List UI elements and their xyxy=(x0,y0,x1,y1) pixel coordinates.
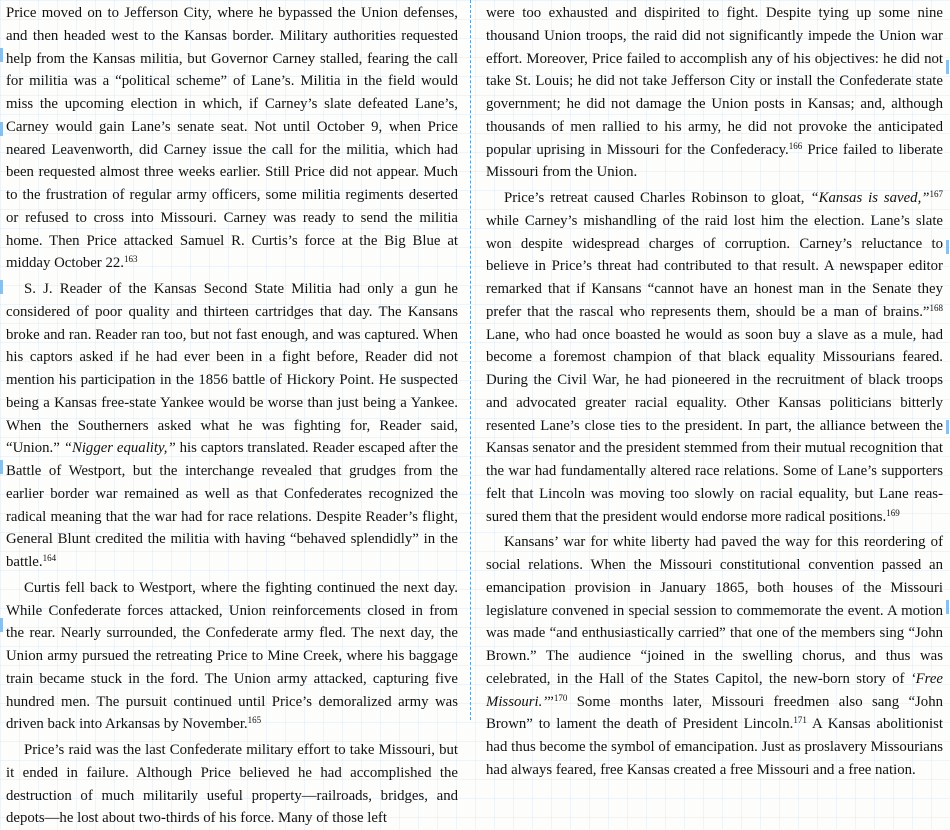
paragraph xyxy=(486,2,943,184)
text-run: Price’s retreat caused Charles Robinson to gloat, xyxy=(504,190,811,206)
paragraph xyxy=(6,739,458,830)
text-run: Some months later, Missouri freedmen also sang “John Brown” to lament the death of President Lincoln. xyxy=(486,693,943,733)
footnote-ref: 170 xyxy=(553,692,568,703)
footnote-ref: 163 xyxy=(123,254,138,265)
text-run: Kansans’ war for white liberty had paved the way for this reordering of social relations. When the Missouri constitutional convention passed an emancipation provision in January 1865, both houses of the Missouri legislature convened in special session to commemorate the event. A motion was made “and enthusiastically carried” that one of the members sing “John Brown.” The audience “joined in the swelling chorus, and thus was celebrated, in the Hall of the States Capitol, the new-born story of xyxy=(486,534,943,687)
footnote-ref: 165 xyxy=(247,715,262,726)
paragraph xyxy=(486,531,943,781)
footnote-ref: 167 xyxy=(929,189,944,199)
margin-tick xyxy=(0,122,3,136)
margin-tick xyxy=(0,280,3,294)
footnote-ref: 168 xyxy=(929,302,943,313)
left-text-column xyxy=(6,2,459,827)
margin-tick xyxy=(0,48,3,62)
quote-emphasis: ‘Free Missouri.’ xyxy=(486,670,943,710)
text-run: were too exhausted and dispirited to fight. Despite tying up some nine thousand Union troops, the raid did not significantly impede the Union war effort. Moreover, Price failed to accomplish any of his objectives: he did not take St. Louis; he did not take Jefferson City or install the Confederate state government; he did not damage the Union posts in Kansas; and, although thousands of men rallied to his army, he did not provoke the anticipated popular uprising in Missouri for the Confederacy. xyxy=(486,5,943,158)
text-run: Price failed to liberate Missouri from the Union. xyxy=(486,141,943,181)
text-run: ” xyxy=(547,693,554,710)
paragraph xyxy=(486,187,943,528)
right-text-column xyxy=(486,2,944,778)
margin-tick xyxy=(0,618,3,632)
text-run: Price moved on to Jefferson City, where he bypassed the Union defenses, and then headed west to the Kansas border. Military authorities requested help from the Kansas militia, but Governor Carney stalled, fearing the call for militia was a “political scheme” of Lane’s. Militia in the field would miss the upcoming election in which, if Carney’s slate defeated Lane’s, Carney would gain Lane’s senate seat. Not until October 9, when Price neared Leavenworth, did Carney issue the call for the militia, which had been requested almost three weeks earlier. Still Price did not appear. Much to the frustration of regular army officers, some militia regiments deserted or refused to cross into Missouri. Carney was ready to send the militia home. Then Price attacked Samuel R. Curtis’s force at the Big Blue at midday October 22. xyxy=(6,5,458,272)
text-run: Curtis fell back to Westport, where the fighting continued the next day. While Confederate forces attacked, Union reinforcements closed in from the rear. Nearly surrounded, the Confederate army fled. The next day, the Union army pursued the retreating Price to Mine Creek, where his baggage train became stuck in the ford. The Union army attacked, capturing five hundred men. The pursuit continued until Price’s demoralized army was driven back into Arkansas by November. xyxy=(6,579,458,733)
paragraph xyxy=(6,577,458,736)
text-run: A Kansas abolitionist had thus become the symbol of emancipation. Just as proslavery Missourians had always feared, free Kansas created a free Missouri and a free nation. xyxy=(486,716,943,778)
text-run: S. J. Reader of the Kansas Second State Militia had only a gun he considered of poor quality and thirteen cartridges that day. The Kansans broke and ran. Reader ran too, but not fast enough, and was captured. When his captors asked if he had ever been in a fight before, Reader did not mention his participation in the 1856 battle of Hickory Point. He suspected being a Kansas free-state Yankee would be worse than just being a Yankee. When the Southerners asked what he was fighting for, Reader said, “Union.” xyxy=(6,281,458,457)
footnote-ref: 171 xyxy=(793,715,807,726)
paragraph xyxy=(6,2,458,275)
margin-tick xyxy=(946,240,949,254)
footnote-ref: 166 xyxy=(788,140,803,151)
footnote-ref: 169 xyxy=(886,507,900,518)
quote-emphasis: “Nigger equality,” xyxy=(63,440,176,457)
margin-tick xyxy=(946,420,949,434)
text-run: Lane, who had once boasted he would as soon buy a slave as a mule, had become a foremost champion of that black equality Missourians feared. During the Civil War, he had pioneered in the recruitment of black troops and advocated greater racial equality. Other Kansas politicians bitterly resented Lane’s close ties to the president. In part, the alliance between the Kansas senator and the president stemmed from their mutual recognition that the war had fundamentally altered race relations. Some of Lane’s supporters felt that Lincoln was moving too slowly on racial equality, but Lane reassured them that the president would endorse more radical positions. xyxy=(486,326,943,525)
margin-tick xyxy=(0,460,3,474)
margin-tick xyxy=(946,600,949,614)
margin-tick xyxy=(946,60,949,74)
text-run: his captors translated. Reader escaped after the Battle of Westport, but the interchange revealed that grudges from the earlier border war remained as well as that Confederates recognized the radical meaning that the war had for race relations. Despite Reader’s flight, General Blunt credited the militia with having “behaved splendidly” in the battle. xyxy=(6,440,459,570)
paragraph xyxy=(6,278,458,574)
quote-emphasis: “Kansas is saved,” xyxy=(810,190,930,206)
text-run: Price’s raid was the last Confederate military effort to take Missouri, but it ended in failure. Although Price believed he had accomplished the destruction of much militarily useful property—railroads, bridges, and depots—he lost about two-thirds of his force. Many of those left xyxy=(6,742,458,827)
footnote-ref: 164 xyxy=(42,553,57,563)
column-gutter-divider xyxy=(470,0,471,720)
text-run: while Carney’s mishandling of the raid lost him the election. Lane’s slate won despite widespread charges of corruption. Carney’s reluctance to believe in Price’s threat had contributed to that result. A newspaper editor remarked that if Kansans “cannot have an honest man in the Senate they prefer that the rascal who represents them, should be a man of brains.” xyxy=(486,212,943,320)
